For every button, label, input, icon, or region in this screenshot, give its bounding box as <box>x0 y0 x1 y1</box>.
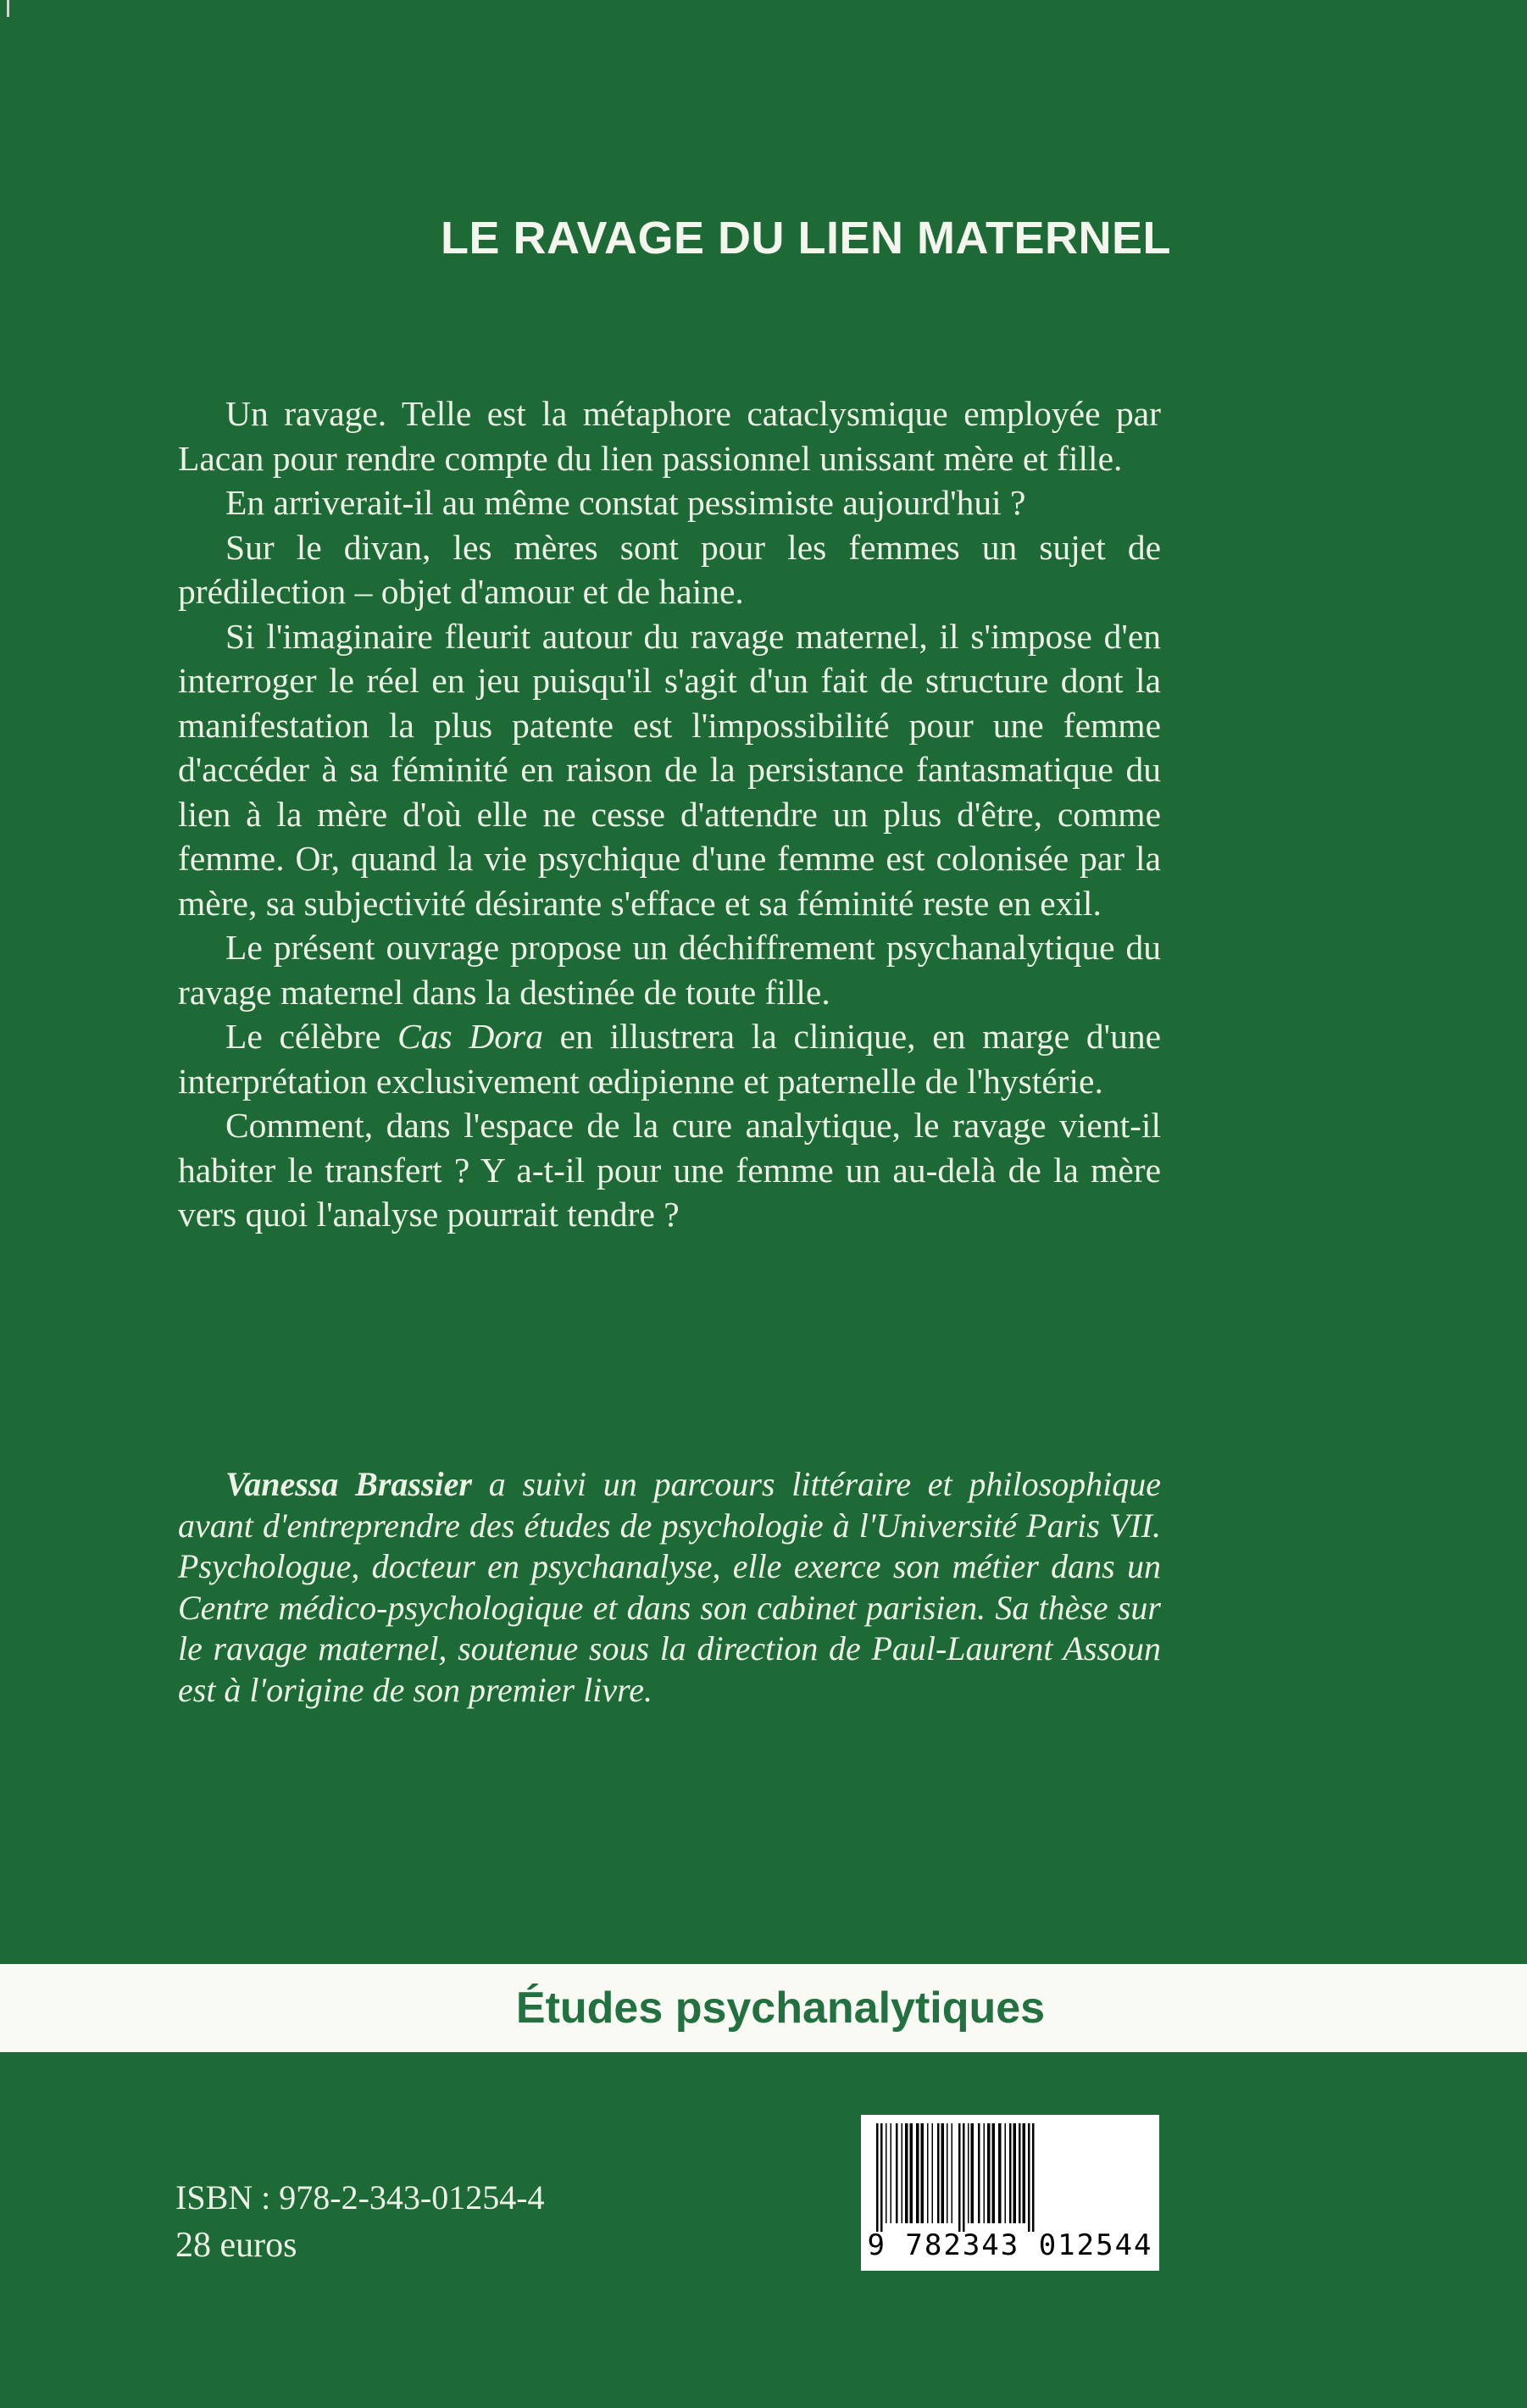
barcode-bars <box>871 2123 1149 2232</box>
barcode-bar <box>984 2123 986 2223</box>
barcode-bar <box>921 2123 925 2223</box>
bio-text: a suivi un parcours littéraire et philosophique avant d'entreprendre des études de psychologie à l'Université Paris VII. Psychologue, docteur en psychanalyse, elle exerce son métier dans un Centre médico-psychologique et dans son cabinet parisien. Sa thèse sur le ravage maternel, soutenue sous la direction de Paul-Laurent Assoun est à l'origine de son premier livre. <box>178 1465 1161 1709</box>
summary-paragraph: En arriverait-il au même constat pessimiste aujourd'hui ? <box>225 483 1026 522</box>
barcode-bar <box>998 2123 1002 2223</box>
author-bio <box>178 1464 1161 1711</box>
barcode-bar <box>896 2123 898 2223</box>
barcode-bar <box>1032 2123 1035 2232</box>
barcode-bar <box>1009 2123 1012 2223</box>
summary-paragraph: Un ravage. Telle est la métaphore cataclysmique employée par Lacan pour rendre compte du lien passionnel unissant mère et fille. <box>178 394 1161 478</box>
series-name: Études psychanalytiques <box>515 1984 1046 2033</box>
case-title: Cas Dora <box>397 1017 543 1056</box>
barcode-bar <box>932 2123 934 2223</box>
barcode-bar <box>1013 2123 1017 2223</box>
barcode-bar <box>963 2123 965 2232</box>
author-name: Vanessa Brassier <box>225 1465 472 1503</box>
barcode-bar <box>886 2123 887 2223</box>
barcode-bar <box>902 2123 903 2223</box>
barcode-bar <box>891 2123 892 2223</box>
barcode-bar <box>910 2123 913 2223</box>
barcode-bar <box>916 2123 919 2223</box>
barcode-bar <box>937 2123 940 2223</box>
summary-paragraph: Le présent ouvrage propose un déchiffrement psychanalytique du ravage maternel dans la destinée de toute fille. <box>178 928 1161 1012</box>
barcode-bar <box>905 2123 908 2223</box>
price: 28 euros <box>175 2226 297 2265</box>
summary-paragraph: Si l'imaginaire fleurit autour du ravage maternel, il s'impose d'en interroger le réel en jeu puisqu'il s'agit d'un fait de structure dont la manifestation la plus patente est l'impossibilité pour une femme d'accéder à sa féminité en raison de la persistance fantasmatique du lien à la mère d'où elle ne cesse d'attendre un plus d'être, comme femme. Or, quand la vie psychique d'une femme est colonisée par la mère, sa subjectivité désirante s'efface et sa féminité reste en exil. <box>178 616 1161 923</box>
barcode-bar <box>978 2123 980 2223</box>
summary-text-part: en illustrera la clinique, en marge d'une interprétation exclusivement œdipienne et paternelle de l'hystérie. <box>178 1017 1161 1101</box>
barcode-bar <box>876 2123 879 2232</box>
barcode-bar <box>941 2123 945 2223</box>
barcode-bar <box>880 2123 883 2232</box>
isbn: ISBN : 978-2-343-01254-4 <box>175 2178 545 2217</box>
barcode-bar <box>927 2123 929 2223</box>
book-title: LE RAVAGE DU LIEN MATERNEL <box>441 213 1171 264</box>
summary-text <box>178 391 1161 1237</box>
barcode-bar <box>1028 2123 1030 2232</box>
barcode-bar <box>987 2123 991 2223</box>
barcode-bar <box>971 2123 975 2223</box>
barcode-digits: 9 782343 012544 <box>867 2228 1153 2262</box>
summary-paragraph: Comment, dans l'espace de la cure analytique, le ravage vient-il habiter le transfert ? Y a-t-il pour une femme un au-delà de la mère vers quoi l'analyse pourrait tendre ? <box>178 1106 1161 1234</box>
barcode-bar <box>958 2123 961 2232</box>
barcode <box>861 2115 1159 2271</box>
summary-text-part: Le célèbre <box>225 1017 398 1056</box>
edge-mark <box>7 0 9 17</box>
barcode-bar <box>1023 2123 1026 2223</box>
summary-paragraph: Sur le divan, les mères sont pour les femmes un sujet de prédilection – objet d'amour et de haine. <box>178 527 1161 611</box>
summary-paragraph <box>178 1014 1161 1103</box>
barcode-bar <box>1019 2123 1021 2223</box>
barcode-bar <box>947 2123 948 2223</box>
barcode-bar <box>992 2123 996 2223</box>
barcode-bar <box>968 2123 969 2223</box>
barcode-bar <box>952 2123 953 2223</box>
barcode-bar <box>1005 2123 1007 2223</box>
